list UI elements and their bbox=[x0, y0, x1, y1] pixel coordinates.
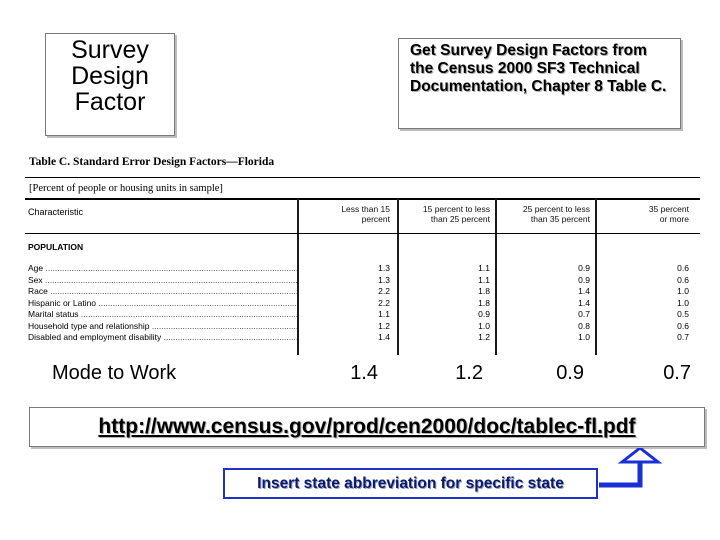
table-cell: 2.2 bbox=[378, 286, 390, 296]
table-cell: 2.2 bbox=[378, 297, 390, 308]
table-cell: 0.6 bbox=[677, 320, 689, 331]
design-factor-table bbox=[25, 150, 700, 355]
row-label: Hispanic or Latino ..... bbox=[28, 298, 298, 308]
column-header-2-line-1: 15 percent to less bbox=[422, 204, 490, 214]
column-header-4-line-1: 35 percent bbox=[648, 204, 689, 214]
row-label: Marital status ..... bbox=[28, 309, 298, 319]
column-header-4 bbox=[605, 204, 689, 224]
table-cell: 1.8 bbox=[478, 286, 490, 296]
row-label: Sex ..... bbox=[28, 275, 298, 285]
table-cell: 0.9 bbox=[478, 309, 490, 319]
table-cell: 1.8 bbox=[478, 297, 490, 308]
table-title: Table C. Standard Error Design Factors—Florida bbox=[29, 156, 275, 168]
table-cell: 0.9 bbox=[578, 263, 590, 273]
source-url-link[interactable]: http://www.census.gov/prod/cen2000/doc/tablec-fl.pdf bbox=[29, 407, 705, 447]
characteristic-header: Characteristic bbox=[28, 207, 84, 217]
table-cell: 1.1 bbox=[478, 263, 490, 273]
table-cell: 1.3 bbox=[378, 263, 390, 273]
slide-title-box bbox=[45, 33, 175, 136]
section-header-population: POPULATION bbox=[28, 242, 84, 252]
arrow-shaft bbox=[599, 462, 640, 485]
instruction-note-box: Get Survey Design Factors from the Census 2000 SF3 Technical Documentation, Chapter 8 Table C. bbox=[398, 38, 681, 129]
table-cell: 1.3 bbox=[378, 274, 390, 285]
table-row bbox=[25, 332, 700, 343]
column-header-2-line-2: than 25 percent bbox=[430, 214, 490, 224]
table-cell: 0.6 bbox=[677, 263, 689, 273]
column-header-4-line-2: or more bbox=[659, 214, 689, 224]
elbow-up-arrow-icon bbox=[597, 448, 667, 498]
mode-to-work-value-3: 0.9 bbox=[556, 362, 584, 384]
table-rule-body bbox=[25, 233, 700, 234]
table-rule-header bbox=[25, 198, 700, 200]
row-label: Disabled and employment disability ..... bbox=[28, 332, 298, 342]
mode-to-work-value-4: 0.7 bbox=[663, 362, 691, 384]
table-cell: 1.1 bbox=[478, 274, 490, 285]
mode-to-work-row bbox=[0, 362, 720, 388]
table-cell: 0.5 bbox=[677, 309, 689, 319]
table-rule-top bbox=[25, 177, 700, 178]
table-cell: 1.0 bbox=[677, 286, 689, 296]
title-line-2: Design bbox=[71, 62, 149, 90]
table-row bbox=[25, 275, 700, 286]
table-subtitle: [Percent of people or housing units in sample] bbox=[29, 183, 223, 194]
table-cell: 1.0 bbox=[677, 297, 689, 308]
column-header-3 bbox=[495, 204, 590, 224]
column-header-1 bbox=[315, 204, 390, 224]
table-row bbox=[25, 298, 700, 309]
table-cell: 1.0 bbox=[578, 332, 590, 342]
table-row bbox=[25, 263, 700, 274]
column-header-1-line-2: percent bbox=[361, 214, 390, 224]
row-label: Household type and relationship ..... bbox=[28, 321, 298, 331]
table-cell: 0.6 bbox=[677, 274, 689, 285]
table-cell: 1.4 bbox=[578, 297, 590, 308]
table-cell: 0.7 bbox=[578, 309, 590, 319]
table-cell: 0.8 bbox=[578, 320, 590, 331]
arrow-head bbox=[622, 448, 658, 462]
table-cell: 0.7 bbox=[677, 332, 689, 342]
row-label: Race ..... bbox=[28, 286, 298, 296]
mode-to-work-value-1: 1.4 bbox=[350, 362, 378, 384]
table-row bbox=[25, 286, 700, 297]
table-cell: 1.2 bbox=[378, 320, 390, 331]
table-cell: 1.2 bbox=[478, 332, 490, 342]
title-line-1: Survey bbox=[71, 36, 149, 64]
mode-to-work-label: Mode to Work bbox=[52, 362, 177, 384]
table-row bbox=[25, 309, 700, 320]
mode-to-work-value-2: 1.2 bbox=[455, 362, 483, 384]
column-header-2 bbox=[395, 204, 490, 224]
table-cell: 1.1 bbox=[378, 309, 390, 319]
title-line-3: Factor bbox=[74, 88, 146, 116]
table-cell: 1.0 bbox=[478, 320, 490, 331]
row-label: Age ..... bbox=[28, 263, 298, 273]
table-row bbox=[25, 321, 700, 332]
column-header-1-line-1: Less than 15 bbox=[341, 204, 390, 214]
insert-state-note: Insert state abbreviation for specific state bbox=[223, 468, 598, 499]
column-header-3-line-2: than 35 percent bbox=[530, 214, 590, 224]
table-cell: 1.4 bbox=[578, 286, 590, 296]
table-cell: 0.9 bbox=[578, 274, 590, 285]
table-cell: 1.4 bbox=[378, 332, 390, 342]
column-header-3-line-1: 25 percent to less bbox=[522, 204, 590, 214]
